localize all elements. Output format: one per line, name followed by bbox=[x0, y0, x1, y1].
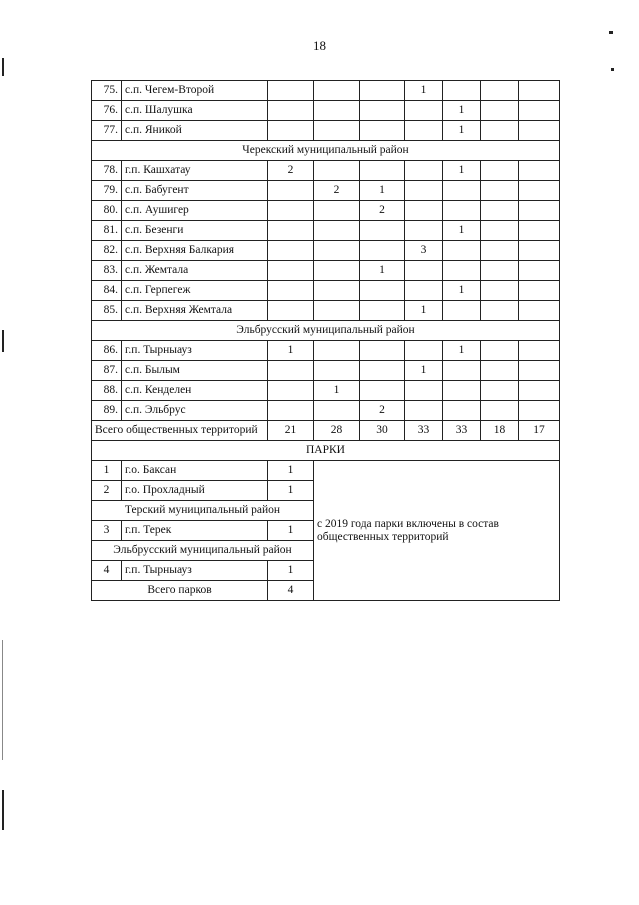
value-cell bbox=[519, 261, 560, 281]
park-count: 1 bbox=[268, 481, 314, 501]
value-cell bbox=[519, 201, 560, 221]
table-row bbox=[92, 81, 560, 101]
value-cell bbox=[481, 241, 519, 261]
table-row bbox=[92, 281, 560, 301]
settlement-name: с.п. Чегем-Второй bbox=[122, 81, 268, 101]
value-cell bbox=[519, 301, 560, 321]
scan-mark-left-bottom bbox=[2, 790, 4, 830]
value-cell bbox=[314, 161, 360, 181]
value-cell: 1 bbox=[405, 81, 443, 101]
value-cell bbox=[314, 341, 360, 361]
value-cell bbox=[481, 181, 519, 201]
table-row bbox=[92, 261, 560, 281]
table-row bbox=[92, 221, 560, 241]
settlement-name: г.п. Тырныауз bbox=[122, 341, 268, 361]
settlement-name: с.п. Кенделен bbox=[122, 381, 268, 401]
row-number: 83. bbox=[92, 261, 122, 281]
value-cell bbox=[360, 381, 405, 401]
value-cell bbox=[481, 281, 519, 301]
value-cell bbox=[314, 241, 360, 261]
value-cell bbox=[360, 241, 405, 261]
value-cell bbox=[443, 81, 481, 101]
value-cell bbox=[443, 381, 481, 401]
total-value: 18 bbox=[481, 421, 519, 441]
value-cell bbox=[314, 81, 360, 101]
value-cell: 1 bbox=[360, 181, 405, 201]
park-count: 1 bbox=[268, 461, 314, 481]
table-row bbox=[92, 241, 560, 261]
value-cell: 1 bbox=[443, 161, 481, 181]
value-cell bbox=[519, 341, 560, 361]
row-number: 84. bbox=[92, 281, 122, 301]
value-cell bbox=[314, 281, 360, 301]
value-cell bbox=[405, 341, 443, 361]
row-number: 88. bbox=[92, 381, 122, 401]
value-cell bbox=[360, 301, 405, 321]
value-cell bbox=[443, 201, 481, 221]
park-settlement: г.п. Тырныауз bbox=[122, 561, 268, 581]
value-cell bbox=[481, 341, 519, 361]
total-value: 28 bbox=[314, 421, 360, 441]
value-cell bbox=[314, 201, 360, 221]
value-cell bbox=[360, 361, 405, 381]
value-cell: 1 bbox=[443, 341, 481, 361]
park-count: 1 bbox=[268, 561, 314, 581]
park-number: 1 bbox=[92, 461, 122, 481]
settlement-name: с.п. Верхняя Балкария bbox=[122, 241, 268, 261]
value-cell bbox=[405, 121, 443, 141]
total-value: 33 bbox=[443, 421, 481, 441]
total-label: Всего общественных территорий bbox=[92, 421, 268, 441]
row-number: 81. bbox=[92, 221, 122, 241]
value-cell bbox=[268, 221, 314, 241]
value-cell bbox=[481, 361, 519, 381]
value-cell bbox=[405, 381, 443, 401]
settlement-name: с.п. Былым bbox=[122, 361, 268, 381]
table-row bbox=[92, 361, 560, 381]
settlement-name: с.п. Жемтала bbox=[122, 261, 268, 281]
value-cell bbox=[519, 81, 560, 101]
parks-note: с 2019 года парки включены в состав общественных территорий bbox=[314, 461, 560, 601]
scan-mark-left-low bbox=[2, 640, 3, 760]
settlement-name: с.п. Аушигер bbox=[122, 201, 268, 221]
value-cell bbox=[268, 241, 314, 261]
value-cell bbox=[519, 161, 560, 181]
park-settlement: г.п. Терек bbox=[122, 521, 268, 541]
value-cell: 1 bbox=[443, 101, 481, 121]
value-cell bbox=[314, 301, 360, 321]
row-number: 75. bbox=[92, 81, 122, 101]
settlement-name: г.п. Кашхатау bbox=[122, 161, 268, 181]
value-cell bbox=[481, 401, 519, 421]
scan-mark-left-top bbox=[2, 58, 4, 76]
value-cell bbox=[519, 401, 560, 421]
value-cell bbox=[268, 401, 314, 421]
value-cell bbox=[519, 361, 560, 381]
section-title: Эльбрусский муниципальный район bbox=[92, 541, 314, 561]
value-cell: 1 bbox=[268, 341, 314, 361]
park-settlement: г.о. Прохладный bbox=[122, 481, 268, 501]
value-cell bbox=[443, 261, 481, 281]
park-settlement: г.о. Баксан bbox=[122, 461, 268, 481]
parks-header: ПАРКИ bbox=[92, 441, 560, 461]
table-row bbox=[92, 381, 560, 401]
value-cell bbox=[519, 381, 560, 401]
value-cell bbox=[268, 301, 314, 321]
totals-row bbox=[92, 421, 560, 441]
value-cell bbox=[481, 201, 519, 221]
value-cell bbox=[481, 81, 519, 101]
value-cell bbox=[443, 361, 481, 381]
value-cell bbox=[443, 301, 481, 321]
value-cell: 1 bbox=[405, 361, 443, 381]
total-value: 33 bbox=[405, 421, 443, 441]
table-row bbox=[92, 301, 560, 321]
settlement-name: с.п. Бабугент bbox=[122, 181, 268, 201]
parks-total-value: 4 bbox=[268, 581, 314, 601]
value-cell bbox=[268, 101, 314, 121]
value-cell bbox=[314, 361, 360, 381]
settlement-name: с.п. Яникой bbox=[122, 121, 268, 141]
row-number: 80. bbox=[92, 201, 122, 221]
parks-header-row bbox=[92, 441, 560, 461]
row-number: 86. bbox=[92, 341, 122, 361]
scan-mark-right-b bbox=[611, 68, 614, 71]
settlement-name: с.п. Эльбрус bbox=[122, 401, 268, 421]
settlement-name: с.п. Шалушка bbox=[122, 101, 268, 121]
table-row bbox=[92, 181, 560, 201]
value-cell bbox=[519, 241, 560, 261]
value-cell bbox=[405, 261, 443, 281]
value-cell bbox=[268, 201, 314, 221]
value-cell bbox=[519, 181, 560, 201]
value-cell bbox=[443, 181, 481, 201]
value-cell bbox=[360, 161, 405, 181]
value-cell bbox=[481, 101, 519, 121]
value-cell bbox=[405, 101, 443, 121]
value-cell bbox=[268, 361, 314, 381]
value-cell bbox=[314, 401, 360, 421]
value-cell bbox=[405, 281, 443, 301]
value-cell bbox=[360, 221, 405, 241]
page-number: 18 bbox=[313, 38, 326, 53]
value-cell bbox=[519, 281, 560, 301]
row-number: 82. bbox=[92, 241, 122, 261]
table-row bbox=[92, 101, 560, 121]
value-cell bbox=[481, 121, 519, 141]
value-cell bbox=[405, 181, 443, 201]
value-cell bbox=[314, 121, 360, 141]
data-table bbox=[91, 80, 560, 601]
value-cell bbox=[405, 221, 443, 241]
value-cell bbox=[481, 261, 519, 281]
value-cell bbox=[443, 401, 481, 421]
value-cell bbox=[360, 121, 405, 141]
row-number: 77. bbox=[92, 121, 122, 141]
parks-total-label: Всего парков bbox=[92, 581, 268, 601]
value-cell bbox=[314, 261, 360, 281]
scan-mark-right-a bbox=[609, 31, 613, 34]
settlement-name: с.п. Герпегеж bbox=[122, 281, 268, 301]
section-title: Терский муниципальный район bbox=[92, 501, 314, 521]
section-title: Эльбрусский муниципальный район bbox=[92, 321, 560, 341]
value-cell: 2 bbox=[314, 181, 360, 201]
value-cell bbox=[268, 381, 314, 401]
value-cell bbox=[481, 381, 519, 401]
settlement-name: с.п. Безенги bbox=[122, 221, 268, 241]
park-number: 4 bbox=[92, 561, 122, 581]
value-cell: 3 bbox=[405, 241, 443, 261]
value-cell bbox=[481, 301, 519, 321]
table-row bbox=[92, 161, 560, 181]
table-row bbox=[92, 401, 560, 421]
park-count: 1 bbox=[268, 521, 314, 541]
value-cell: 1 bbox=[405, 301, 443, 321]
value-cell: 1 bbox=[443, 221, 481, 241]
value-cell bbox=[481, 221, 519, 241]
value-cell bbox=[519, 101, 560, 121]
value-cell bbox=[405, 201, 443, 221]
settlement-name: с.п. Верхняя Жемтала bbox=[122, 301, 268, 321]
value-cell bbox=[360, 81, 405, 101]
total-value: 21 bbox=[268, 421, 314, 441]
park-row bbox=[92, 461, 560, 481]
total-value: 30 bbox=[360, 421, 405, 441]
table-row bbox=[92, 121, 560, 141]
row-number: 85. bbox=[92, 301, 122, 321]
value-cell bbox=[405, 401, 443, 421]
row-number: 79. bbox=[92, 181, 122, 201]
value-cell bbox=[314, 101, 360, 121]
value-cell: 1 bbox=[443, 121, 481, 141]
table-row bbox=[92, 201, 560, 221]
total-value: 17 bbox=[519, 421, 560, 441]
scan-mark-left-mid bbox=[2, 330, 4, 352]
value-cell: 1 bbox=[360, 261, 405, 281]
value-cell bbox=[360, 101, 405, 121]
value-cell: 1 bbox=[443, 281, 481, 301]
value-cell bbox=[268, 81, 314, 101]
row-number: 87. bbox=[92, 361, 122, 381]
value-cell: 2 bbox=[360, 401, 405, 421]
value-cell bbox=[360, 341, 405, 361]
value-cell: 2 bbox=[268, 161, 314, 181]
value-cell: 2 bbox=[360, 201, 405, 221]
value-cell bbox=[268, 281, 314, 301]
value-cell bbox=[481, 161, 519, 181]
value-cell bbox=[405, 161, 443, 181]
row-number: 76. bbox=[92, 101, 122, 121]
value-cell bbox=[268, 121, 314, 141]
value-cell bbox=[314, 221, 360, 241]
section-row-cherek bbox=[92, 141, 560, 161]
park-number: 3 bbox=[92, 521, 122, 541]
value-cell bbox=[443, 241, 481, 261]
park-number: 2 bbox=[92, 481, 122, 501]
value-cell: 1 bbox=[314, 381, 360, 401]
value-cell bbox=[268, 261, 314, 281]
value-cell bbox=[519, 221, 560, 241]
section-title: Черекский муниципальный район bbox=[92, 141, 560, 161]
row-number: 78. bbox=[92, 161, 122, 181]
section-row-elbrus bbox=[92, 321, 560, 341]
value-cell bbox=[360, 281, 405, 301]
row-number: 89. bbox=[92, 401, 122, 421]
value-cell bbox=[519, 121, 560, 141]
value-cell bbox=[268, 181, 314, 201]
table-row bbox=[92, 341, 560, 361]
